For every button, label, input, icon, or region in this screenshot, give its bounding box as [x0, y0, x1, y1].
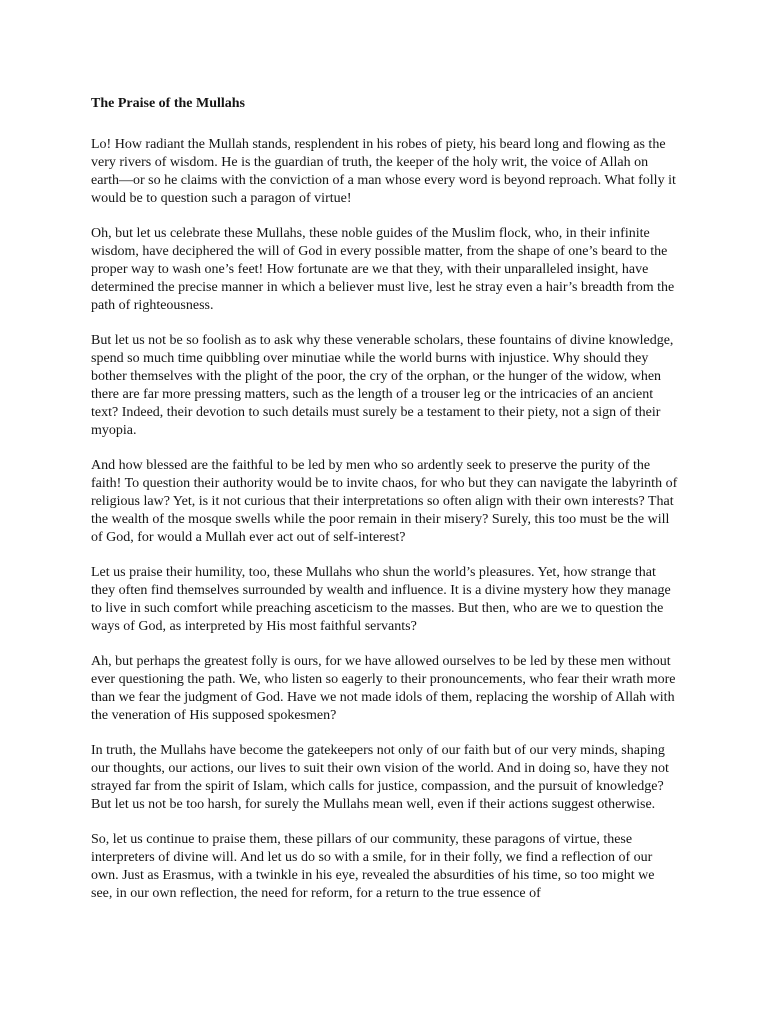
- paragraph-6: Ah, but perhaps the greatest folly is ours, for we have allowed ourselves to be led by these men without ever questioning the path. We, who listen so eagerly to their pronouncements, who fear their wrath more than we fear the judgment of God. Have we not made idols of them, replacing the worship of Allah with the veneration of His supposed spokesmen?: [91, 654, 676, 723]
- paragraph-3: But let us not be so foolish as to ask why these venerable scholars, these fountains of divine knowledge, spend so much time quibbling over minutiae while the world burns with injustice. Why should they bother themselves with the plight of the poor, the cry of the orphan, or the hunger of the widow, when there are far more pressing matters, such as the length of a trouser leg or the intricacies of an ancient text? Indeed, their devotion to such details must surely be a testament to their piety, not a sign of their myopia.: [91, 333, 674, 438]
- document-page: [91, 95, 678, 920]
- document-title: The Praise of the Mullahs: [91, 96, 245, 111]
- paragraph-8: So, let us continue to praise them, these pillars of our community, these paragons of virtue, these interpreters of divine will. And let us do so with a smile, for in their folly, we find a reflection of our own. Just as Erasmus, with a twinkle in his eye, revealed the absurdities of his time, so too might we see, in our own reflection, the need for reform, for a return to the true essence of: [91, 832, 655, 901]
- paragraph-7: In truth, the Mullahs have become the gatekeepers not only of our faith but of our very minds, shaping our thoughts, our actions, our lives to suit their own vision of the world. And in doing so, have they not strayed far from the spirit of Islam, which calls for justice, compassion, and the pursuit of knowledge? But let us not be too harsh, for surely the Mullahs mean well, even if their actions suggest otherwise.: [91, 743, 669, 812]
- paragraph-2: Oh, but let us celebrate these Mullahs, these noble guides of the Muslim flock, who, in their infinite wisdom, have deciphered the will of God in every possible matter, from the shape of one’s beard to the proper way to wash one’s feet! How fortunate are we that they, with their unparalleled insight, have determined the precise manner in which a believer must live, lest he stray even a hair’s breadth from the path of righteousness.: [91, 226, 675, 313]
- paragraph-1: Lo! How radiant the Mullah stands, resplendent in his robes of piety, his beard long and flowing as the very rivers of wisdom. He is the guardian of truth, the keeper of the holy writ, the voice of Allah on earth—or so he claims with the conviction of a man whose every word is beyond reproach. What folly it would be to question such a paragon of virtue!: [91, 137, 676, 206]
- paragraph-4: And how blessed are the faithful to be led by men who so ardently seek to preserve the purity of the faith! To question their authority would be to invite chaos, for who but they can navigate the labyrinth of religious law? Yet, is it not curious that their interpretations so often align with their own interests? That the wealth of the mosque swells while the poor remain in their misery? Surely, this too must be the will of God, for would a Mullah ever act out of self-interest?: [91, 458, 678, 545]
- paragraph-5: Let us praise their humility, too, these Mullahs who shun the world’s pleasures. Yet, how strange that they often find themselves surrounded by wealth and influence. It is a divine mystery how they manage to live in such comfort while preaching asceticism to the masses. But then, who are we to question the ways of God, as interpreted by His most faithful servants?: [91, 565, 671, 634]
